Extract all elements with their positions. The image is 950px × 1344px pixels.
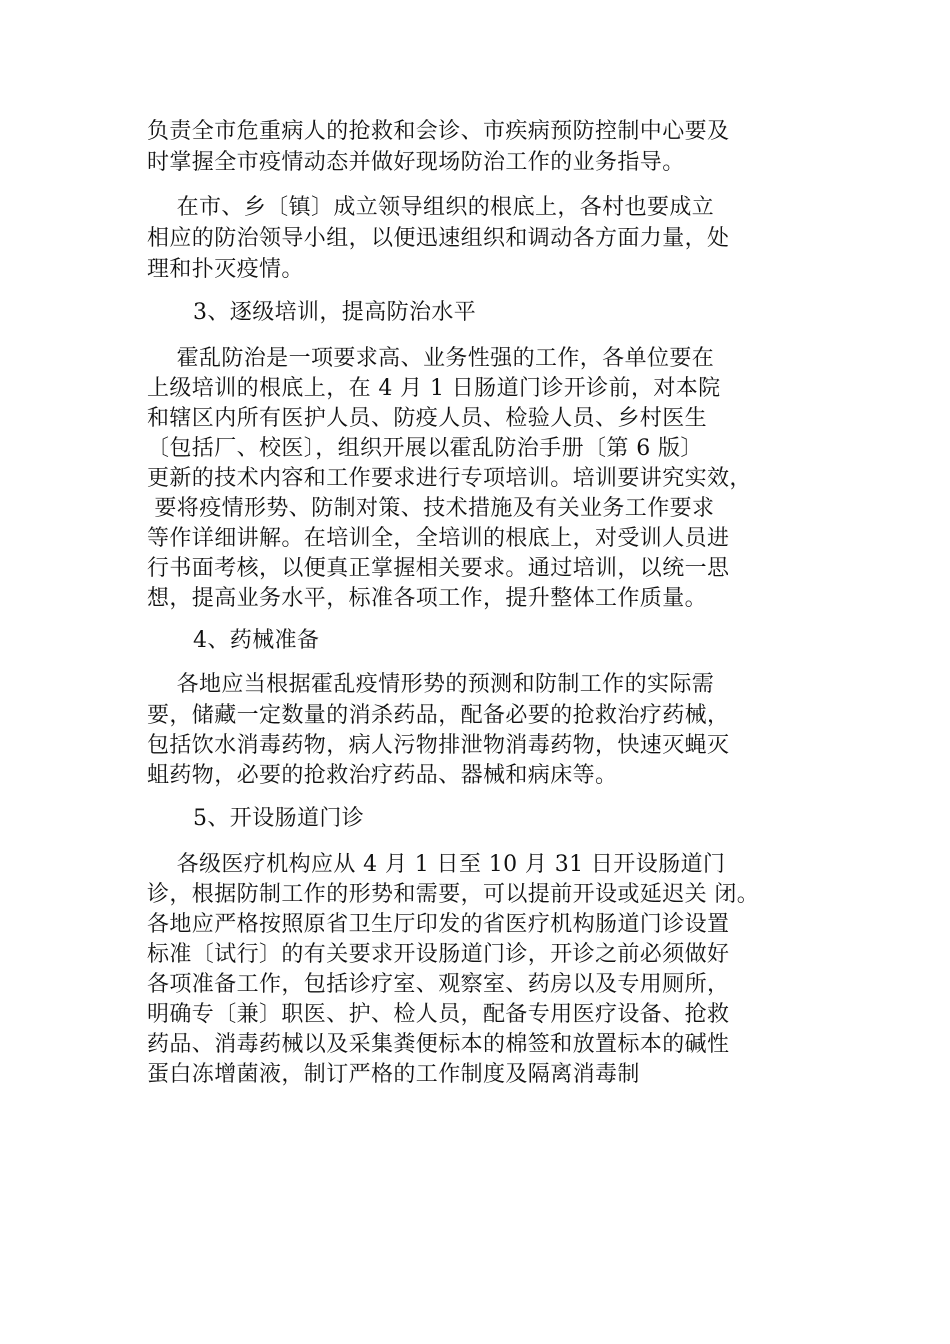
paragraph-line: 明确专〔兼〕职医、护、检人员，配备专用医疗设备、抢救: [147, 1002, 730, 1027]
paragraph-line: 各项准备工作，包括诊疗室、观察室、药房以及专用厕所，: [147, 972, 730, 997]
section-heading: 5、开设肠道门诊: [193, 806, 365, 831]
section-heading: 4、药械准备: [193, 628, 320, 653]
paragraph-line: 包括饮水消毒药物，病人污物排泄物消毒药物，快速灭蝇灭: [147, 733, 730, 758]
paragraph-line: 药品、消毒药械以及采集粪便标本的棉签和放置标本的碱性: [147, 1032, 730, 1057]
paragraph-line: 要，储藏一定数量的消杀药品，配备必要的抢救治疗药械，: [147, 703, 730, 728]
paragraph-line: 各地应当根据霍乱疫情形势的预测和防制工作的实际需: [147, 672, 715, 697]
paragraph-line: 行书面考核，以便真正掌握相关要求。通过培训，以统一思: [147, 556, 730, 581]
paragraph-line: 时掌握全市疫情动态并做好现场防治工作的业务指导。: [147, 150, 685, 175]
paragraph-line: 蛋白冻增菌液，制订严格的工作制度及隔离消毒制: [147, 1062, 640, 1087]
section-heading: 3、逐级培训，提高防治水平: [193, 300, 477, 325]
paragraph-line: 和辖区内所有医护人员、防疫人员、检验人员、乡村医生: [147, 406, 708, 431]
paragraph-line: 等作详细讲解。在培训全，全培训的根底上，对受训人员进: [147, 526, 730, 551]
paragraph-line: 各地应严格按照原省卫生厅印发的省医疗机构肠道门诊设置: [147, 912, 730, 937]
paragraph-line: 诊，根据防制工作的形势和需要，可以提前开设或延迟关 闭。: [147, 882, 760, 907]
paragraph-line: 在市、乡〔镇〕成立领导组织的根底上，各村也要成立: [147, 195, 715, 220]
paragraph-line: 理和扑灭疫情。: [147, 257, 304, 282]
paragraph-line: 标准〔试行〕的有关要求开设肠道门诊，开诊之前必须做好: [147, 942, 730, 967]
paragraph-line: 负责全市危重病人的抢救和会诊、市疾病预防控制中心要及: [147, 119, 730, 144]
paragraph-line: 蛆药物，必要的抢救治疗药品、器械和病床等。: [147, 763, 618, 788]
paragraph-line: 要将疫情形势、防制对策、技术措施及有关业务工作要求: [147, 496, 715, 521]
paragraph-line: 更新的技术内容和工作要求进行专项培训。培训要讲究实效，: [147, 466, 752, 491]
paragraph-line: 霍乱防治是一项要求高、业务性强的工作，各单位要在: [147, 346, 715, 371]
paragraph-line: 上级培训的根底上，在 4 月 1 日肠道门诊开诊前，对本院: [147, 376, 721, 401]
paragraph-line: 各级医疗机构应从 4 月 1 日至 10 月 31 日开设肠道门: [147, 852, 726, 877]
paragraph-line: 相应的防治领导小组，以便迅速组织和调动各方面力量，处: [147, 226, 730, 251]
paragraph-line: 〔包括厂、校医〕，组织开展以霍乱防治手册〔第 6 版〕: [147, 436, 703, 461]
paragraph-line: 想，提高业务水平，标准各项工作，提升整体工作质量。: [147, 586, 708, 611]
